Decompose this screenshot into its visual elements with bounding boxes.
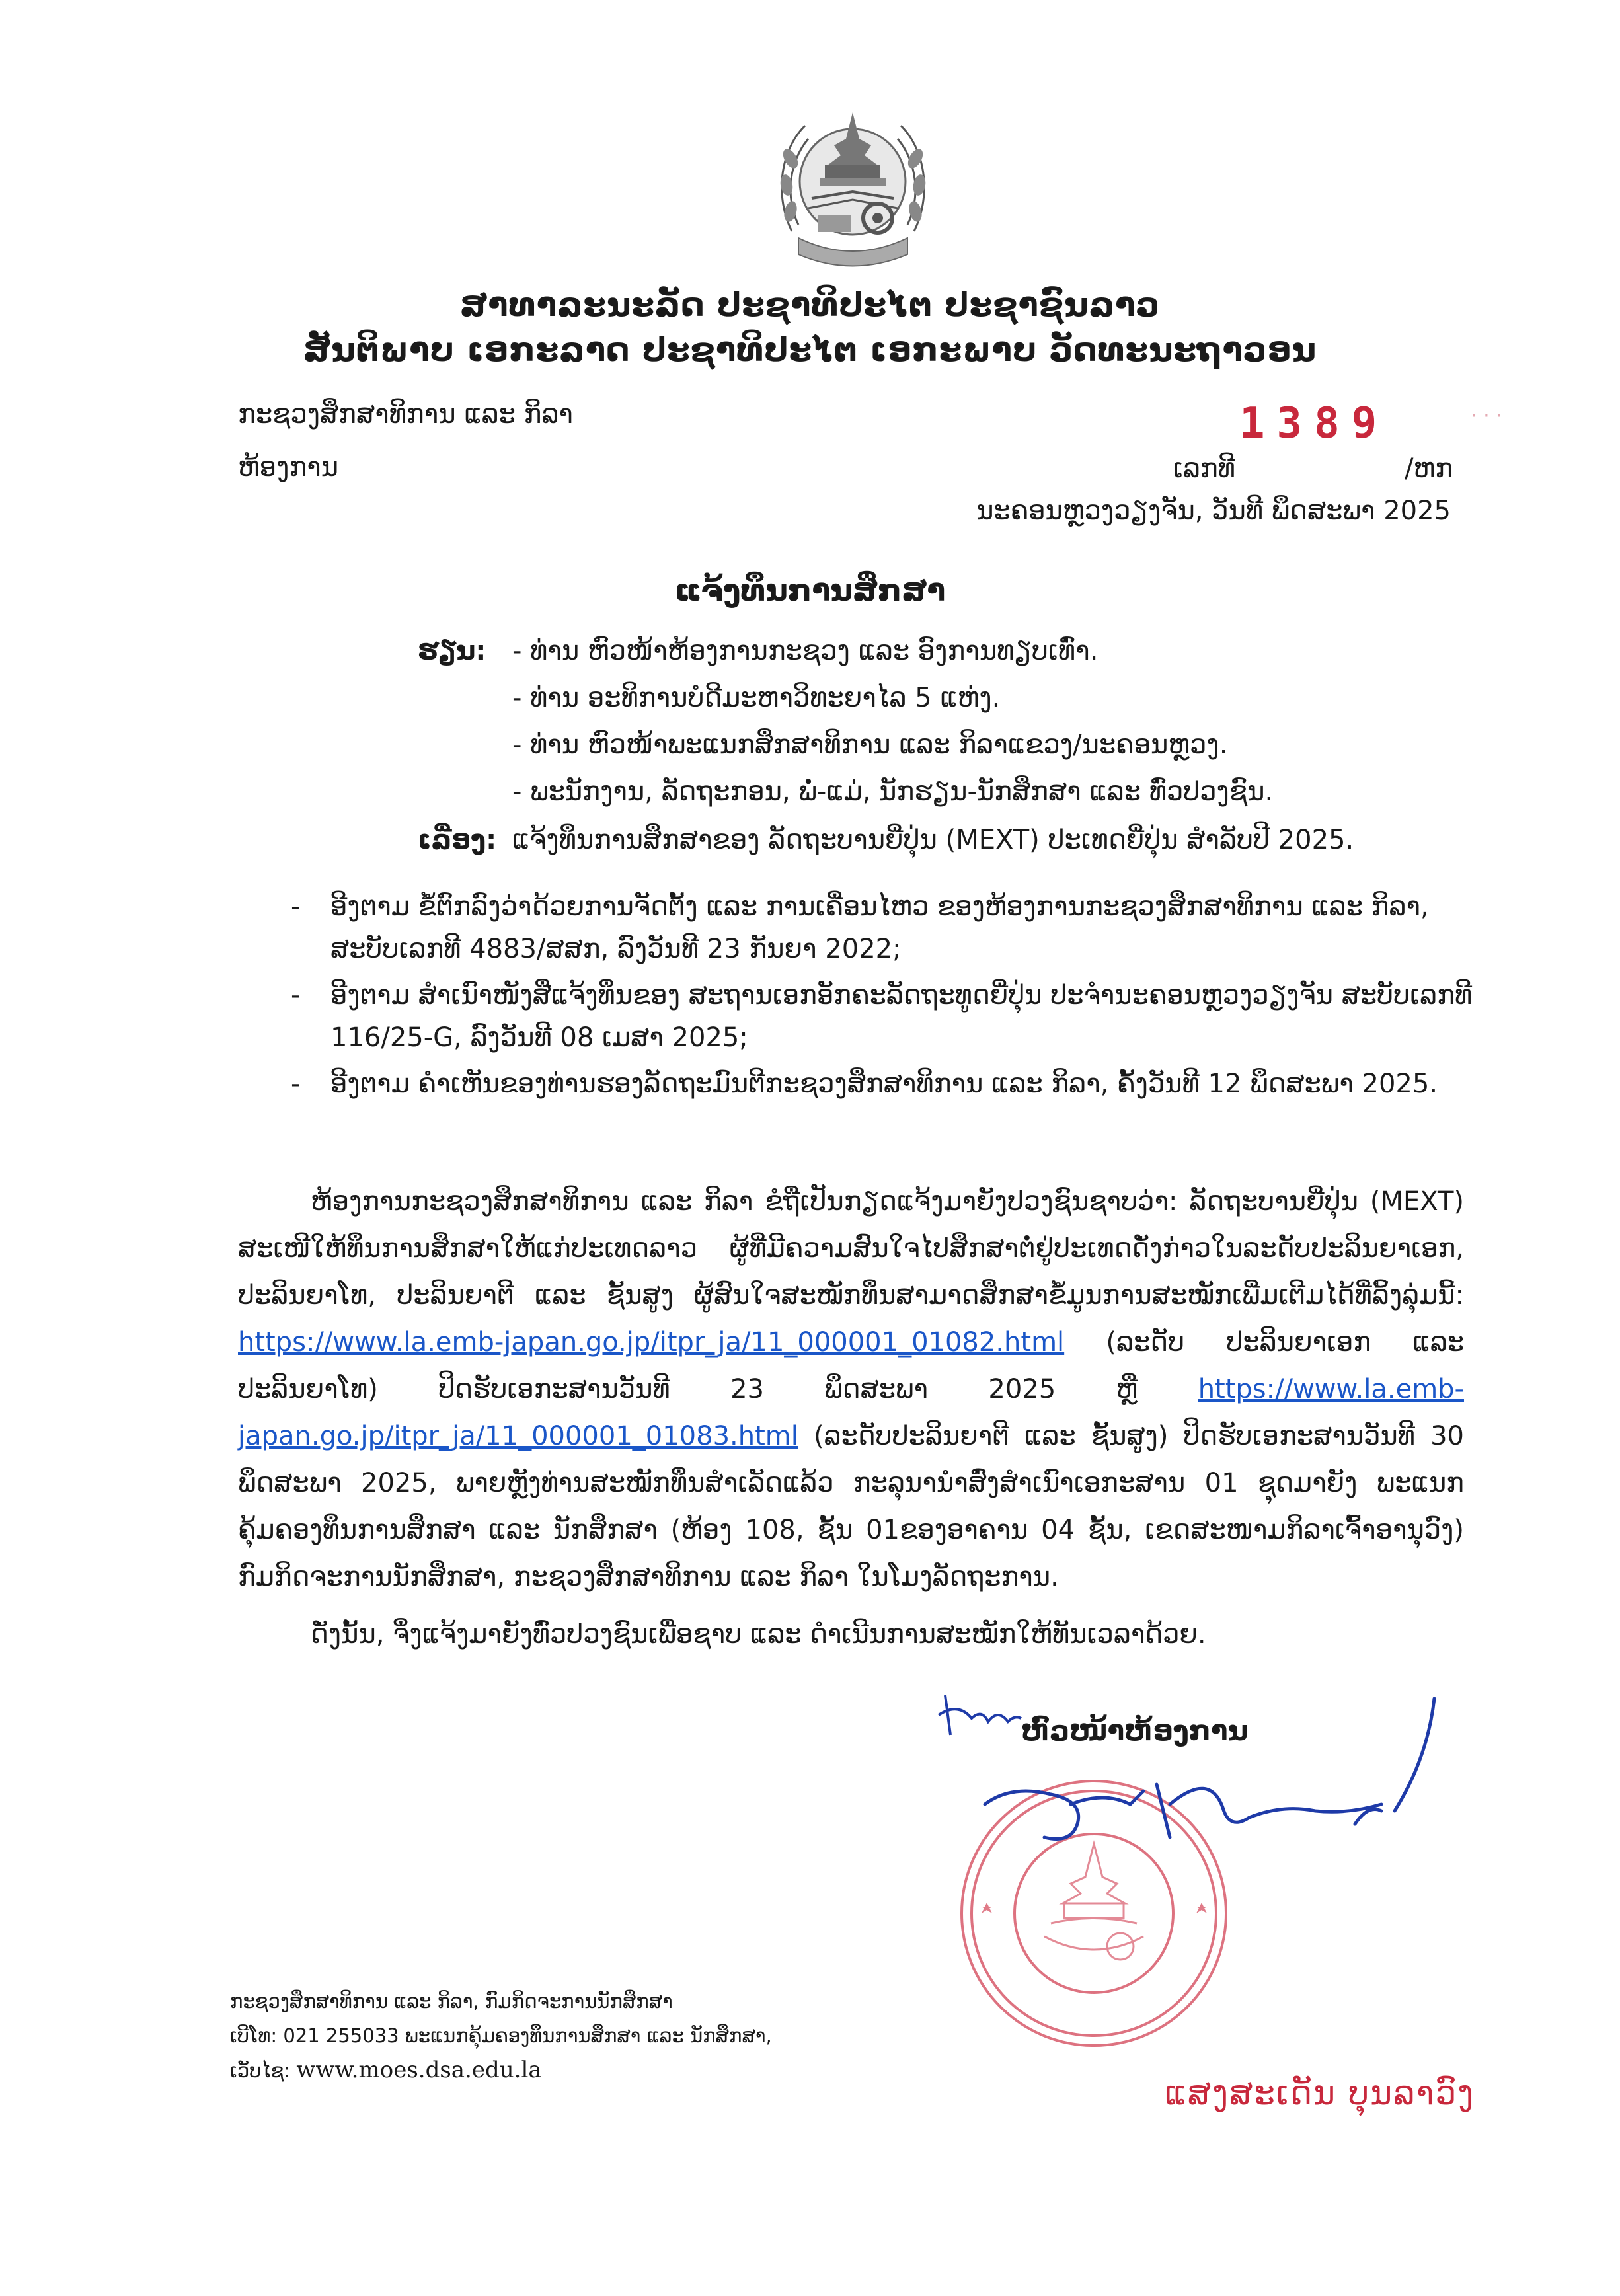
body-paragraph: [238, 1178, 1464, 1601]
signatory-title: ຫົວໜ້າຫ້ອງການ: [1021, 1714, 1249, 1747]
reference-text: ອີງຕາມ ຄຳເຫັນຂອງທ່ານຮອງລັດຖະມົນຕີກະຊວງສຶກສາທິການ ແລະ ກິລາ, ຄັ້ງວັນທີ 12 ພຶດສະພາ 2025.: [330, 1069, 1438, 1099]
subject-label: ເລື່ອງ:: [418, 825, 497, 855]
mext-graduate-link[interactable]: https://www.la.emb-japan.go.jp/itpr_ja/11_000001_01082.html: [238, 1327, 1065, 1358]
reference-text: ອີງຕາມ ຂໍ້ຕົກລົງວ່າດ້ວຍການຈັດຕັ້ງ ແລະ ການເຄື່ອນໄຫວ ຂອງຫ້ອງການກະຊວງສຶກສາທິການ ແລະ ກິລາ, ສະບັບເລກທີ 4883/ສສກ, ລົງວັນທີ 23 ກັນຍາ 2022;: [330, 892, 1429, 964]
lao-national-emblem-icon: [772, 99, 934, 272]
body-text-part3: (ລະດັບປະລິນຍາຕີ ແລະ ຊັ້ນສູງ) ປິດຮັບເອກະສານວັນທີ 30 ພຶດສະພາ 2025, ພາຍຫຼັງທ່ານສະໝັກທຶນສຳເລັດແລ້ວ ກະລຸນານຳສົ່ງສຳເນົາເອກະສານ 01 ຊຸດມາຍັງ ພະແນກຄຸ້ມຄອງທຶນການສຶກສາ ແລະ ນັກສຶກສາ (ຫ້ອງ 108, ຊັ້ນ 01ຂອງອາຄານ 04 ຊັ້ນ, ເຂດສະໜາມກິລາເຈົ້າອານຸວົງ) ກົມກິດຈະການນັກສຶກສາ, ກະຊວງສຶກສາທິການ ແລະ ກິລາ ໃນໂມງລັດຖະການ.: [238, 1421, 1464, 1592]
recipient-line: - ພະນັກງານ, ລັດຖະກອນ, ພໍ່-ແມ່, ນັກຮຽນ-ນັກສຶກສາ ແລະ ທົ່ວປວງຊົນ.: [512, 777, 1274, 807]
footer-website-label: ເວັບໄຊ:: [230, 2059, 297, 2082]
issuer-office: ຫ້ອງການ: [238, 452, 339, 482]
footer-website-line: [230, 2057, 542, 2084]
document-number-stamp: 1389: [1239, 399, 1389, 448]
footer-website[interactable]: www.moes.dsa.edu.la: [296, 2057, 542, 2083]
national-header-line1: ສາທາລະນະລັດ ປະຊາທິປະໄຕ ປະຊາຊົນລາວ: [459, 286, 1161, 324]
document-number-label: ເລກທີ: [1173, 453, 1236, 484]
body-text-part2: (ລະດັບ ປະລິນຍາເອກ ແລະ ປະລິນຍາໂທ) ປິດຮັບເອກະສານວັນທີ 23 ພຶດສະພາ 2025 ຫຼື: [238, 1327, 1464, 1404]
recipients-label: ຮຽນ:: [418, 636, 486, 666]
closing-sentence: ດັ່ງນັ້ນ, ຈຶ່ງແຈ້ງມາຍັງທົ່ວປວງຊົນເພື່ອຊາບ ແລະ ດຳເນີນການສະໝັກໃຫ້ທັນເວລາດ້ວຍ.: [311, 1619, 1206, 1650]
reference-item: - ອີງຕາມ ສຳເນົາໜັງສືແຈ້ງທຶນຂອງ ສະຖານເອກອັກຄະລັດຖະທູດຍີ່ປຸ່ນ ປະຈຳນະຄອນຫຼວງວຽງຈັນ ສະບັບເລກທີ 116/25-G, ລົງວັນທີ 08 ເມສາ 2025;: [291, 980, 1473, 1053]
national-header-line2: ສັນຕິພາບ ເອກະລາດ ປະຊາທິປະໄຕ ເອກະພາບ ວັດທະນະຖາວອນ: [303, 330, 1317, 369]
recipient-line: - ທ່ານ ຫົວໜ້າຫ້ອງການກະຊວງ ແລະ ອົງການທຽບເທົ່າ.: [512, 636, 1099, 666]
handwritten-signature: [972, 1672, 1514, 1884]
mext-undergraduate-link[interactable]: https://www.la.emb-japan.go.jp/itpr_ja/11_000001_01083.html: [238, 1374, 1464, 1451]
notice-title: ແຈ້ງທຶນການສຶກສາ: [674, 572, 946, 608]
reference-item: - ອີງຕາມ ຂໍ້ຕົກລົງວ່າດ້ວຍການຈັດຕັ້ງ ແລະ ການເຄື່ອນໄຫວ ຂອງຫ້ອງການກະຊວງສຶກສາທິການ ແລະ ກິລາ, ສະບັບເລກທີ 4883/ສສກ, ລົງວັນທີ 23 ກັນຍາ 2022;: [291, 892, 1429, 964]
footer-phone: ເບີໂທ: 021 255033 ພະແນກຄຸ້ມຄອງທຶນການສຶກສາ ແລະ ນັກສຶກສາ,: [230, 2024, 772, 2047]
faint-stamp-mark: · · ·: [1471, 404, 1502, 428]
reference-text: ອີງຕາມ ສຳເນົາໜັງສືແຈ້ງທຶນຂອງ ສະຖານເອກອັກຄະລັດຖະທູດຍີ່ປຸ່ນ ປະຈຳນະຄອນຫຼວງວຽງຈັນ ສະບັບເລກທີ 116/25-G, ລົງວັນທີ 08 ເມສາ 2025;: [330, 980, 1473, 1053]
references-list: [291, 886, 1474, 1109]
signer-name: ແສງສະເດັນ ບຸນລາວົງ: [1165, 2074, 1475, 2112]
reference-item: - ອີງຕາມ ຄຳເຫັນຂອງທ່ານຮອງລັດຖະມົນຕີກະຊວງສຶກສາທິການ ແລະ ກິລາ, ຄັ້ງວັນທີ 12 ພຶດສະພາ 2025.: [291, 1069, 1438, 1099]
subject-text: ແຈ້ງທຶນການສຶກສາຂອງ ລັດຖະບານຍີ່ປຸ່ນ (MEXT) ປະເທດຍີ່ປຸ່ນ ສຳລັບປີ 2025.: [512, 825, 1354, 855]
issuer-ministry: ກະຊວງສຶກສາທິການ ແລະ ກິລາ: [238, 399, 573, 430]
document-number-suffix: /ຫກ: [1405, 453, 1453, 484]
recipient-line: - ທ່ານ ອະທິການບໍດີມະຫາວິທະຍາໄລ 5 ແຫ່ງ.: [512, 683, 1001, 713]
body-text-part1: ຫ້ອງການກະຊວງສຶກສາທິການ ແລະ ກິລາ ຂໍຖືເປັນກຽດແຈ້ງມາຍັງປວງຊົນຊາບວ່າ: ລັດຖະບານຍີ່ປຸ່ນ (MEXT) ສະເໜີໃຫ້ທຶນການສຶກສາໃຫ້ແກ່ປະເທດລາວ ຜູ້ທີ່ມີຄວາມສົນໃຈໄປສຶກສາຕໍ່ຢູ່ປະເທດດັ່ງກ່າວໃນລະດັບປະລິນຍາເອກ, ປະລິນຍາໂທ, ປະລິນຍາຕີ ແລະ ຊັ້ນສູງ ຜູ້ສົນໃຈສະໝັກທຶນສາມາດສຶກສາຂໍ້ມູນການສະໝັກເພີ່ມເຕີມໄດ້ທີ່ລິ້ງລຸ່ມນີ້:: [238, 1186, 1464, 1311]
footer-department: ກະຊວງສຶກສາທິການ ແລະ ກິລາ, ກົມກິດຈະການນັກສຶກສາ: [230, 1990, 673, 2012]
place-date-line: ນະຄອນຫຼວງວຽງຈັນ, ວັນທີ ພຶດສະພາ 2025: [976, 496, 1451, 526]
recipient-line: - ທ່ານ ຫົວໜ້າພະແນກສຶກສາທິການ ແລະ ກິລາແຂວງ/ນະຄອນຫຼວງ.: [512, 730, 1228, 760]
